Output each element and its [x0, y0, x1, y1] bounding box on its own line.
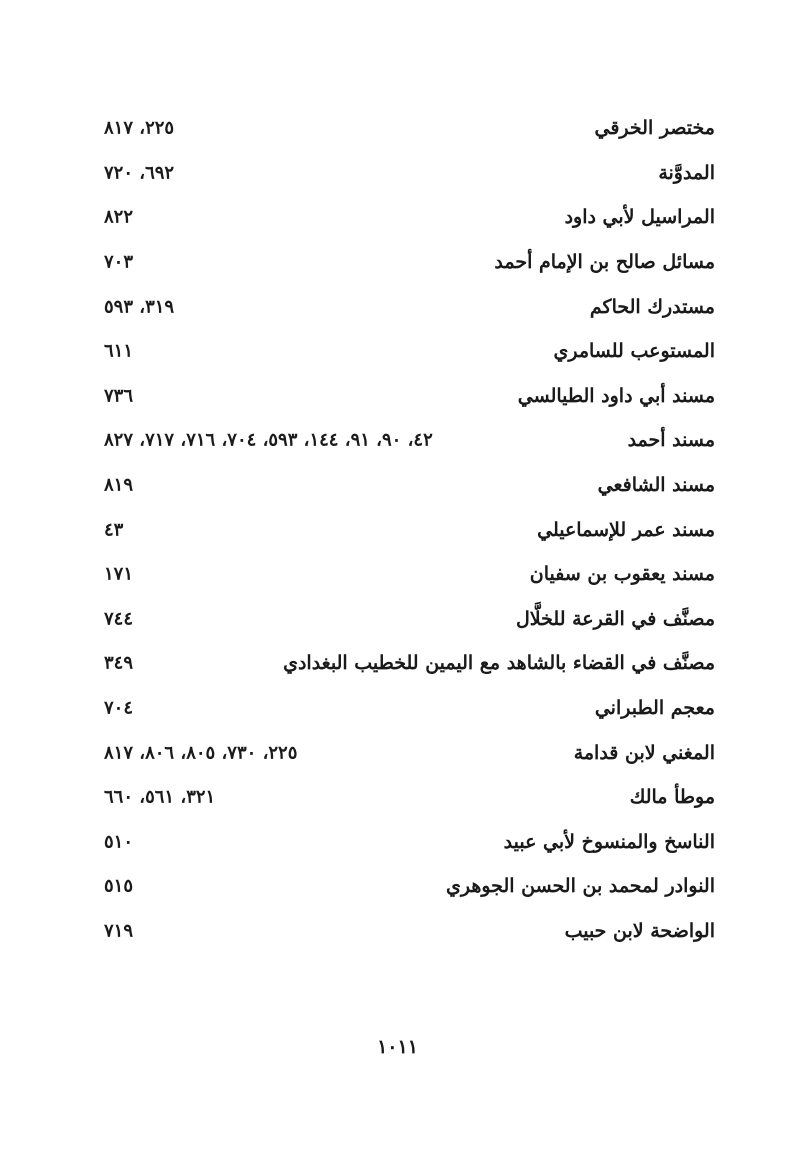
- index-entry: [100, 864, 715, 909]
- entry-pages: ٥١٠: [104, 831, 134, 853]
- index-entry: [100, 730, 715, 775]
- entry-title: المغني لابن قدامة: [573, 741, 715, 764]
- entry-title: المدوَّنة: [658, 161, 715, 184]
- entry-pages: ٧٣٦: [104, 385, 134, 407]
- index-entry: [100, 775, 715, 820]
- index-entry: [100, 329, 715, 374]
- entry-title: مسند أحمد: [627, 429, 715, 452]
- index-entry: [100, 240, 715, 285]
- entry-pages: ٢٢٥، ٨١٧: [104, 117, 175, 139]
- index-entry: [100, 597, 715, 642]
- entry-title: النوادر لمحمد بن الحسن الجوهري: [445, 875, 715, 898]
- entry-title: مسند يعقوب بن سفيان: [529, 563, 715, 586]
- index-entry: [100, 820, 715, 865]
- entry-title: مصنَّف في القرعة للخلَّال: [516, 607, 715, 630]
- entry-title: مسند عمر للإسماعيلي: [537, 518, 715, 541]
- entry-title: مصنَّف في القضاء بالشاهد مع اليمين للخطيب البغدادي: [283, 652, 715, 675]
- entry-pages: ٧١٩: [104, 920, 134, 942]
- index-entry: [100, 195, 715, 240]
- entry-pages: ٤٢، ٩٠، ٩١، ١٤٤، ٥٩٣، ٧٠٤، ٧١٦، ٧١٧، ٨٢٧: [104, 429, 433, 451]
- entry-pages: ٦١١: [104, 340, 134, 362]
- entry-title: المراسيل لأبي داود: [564, 206, 715, 229]
- index-entry: [100, 686, 715, 731]
- entry-pages: ٧٠٣: [104, 251, 134, 273]
- page-number: ١٠١١: [377, 1036, 418, 1058]
- entry-pages: ٤٣: [104, 519, 124, 541]
- index-entry: [100, 463, 715, 508]
- entry-pages: ٨١٩: [104, 474, 134, 496]
- entry-title: المستوعب للسامري: [553, 340, 715, 363]
- entry-pages: ٣١٩، ٥٩٣: [104, 296, 175, 318]
- entry-pages: ٦٩٢، ٧٢٠: [104, 162, 175, 184]
- entry-title: مسائل صالح بن الإمام أحمد: [494, 251, 715, 274]
- entry-pages: ٧٤٤: [104, 608, 134, 630]
- entry-pages: ٢٢٥، ٧٣٠، ٨٠٥، ٨٠٦، ٨١٧: [104, 742, 298, 764]
- entry-title: مختصر الخرقي: [594, 117, 715, 140]
- entry-title: مسند أبي داود الطيالسي: [517, 384, 715, 407]
- entry-pages: ١٧١: [104, 563, 134, 585]
- index-entry: [100, 284, 715, 329]
- index-entry: [100, 106, 715, 151]
- index-entry: [100, 909, 715, 954]
- index-entry: [100, 507, 715, 552]
- entry-pages: ٧٠٤: [104, 697, 134, 719]
- entry-pages: ٣٢١، ٥٦١، ٦٦٠: [104, 786, 216, 808]
- entry-title: الواضحة لابن حبيب: [564, 919, 715, 942]
- entry-title: معجم الطبراني: [594, 697, 715, 720]
- index-entry: [100, 418, 715, 463]
- index-entry: [100, 552, 715, 597]
- entry-pages: ٨٢٢: [104, 206, 134, 228]
- index-entry: [100, 641, 715, 686]
- index-entry: [100, 151, 715, 196]
- entry-pages: ٥١٥: [104, 875, 134, 897]
- entry-title: الناسخ والمنسوخ لأبي عبيد: [503, 830, 715, 853]
- entry-title: مستدرك الحاكم: [589, 295, 715, 318]
- entry-title: موطأ مالك: [629, 786, 715, 809]
- entry-title: مسند الشافعي: [597, 474, 715, 497]
- index-entry: [100, 374, 715, 419]
- entry-pages: ٣٤٩: [104, 652, 134, 674]
- index-list: [100, 106, 715, 953]
